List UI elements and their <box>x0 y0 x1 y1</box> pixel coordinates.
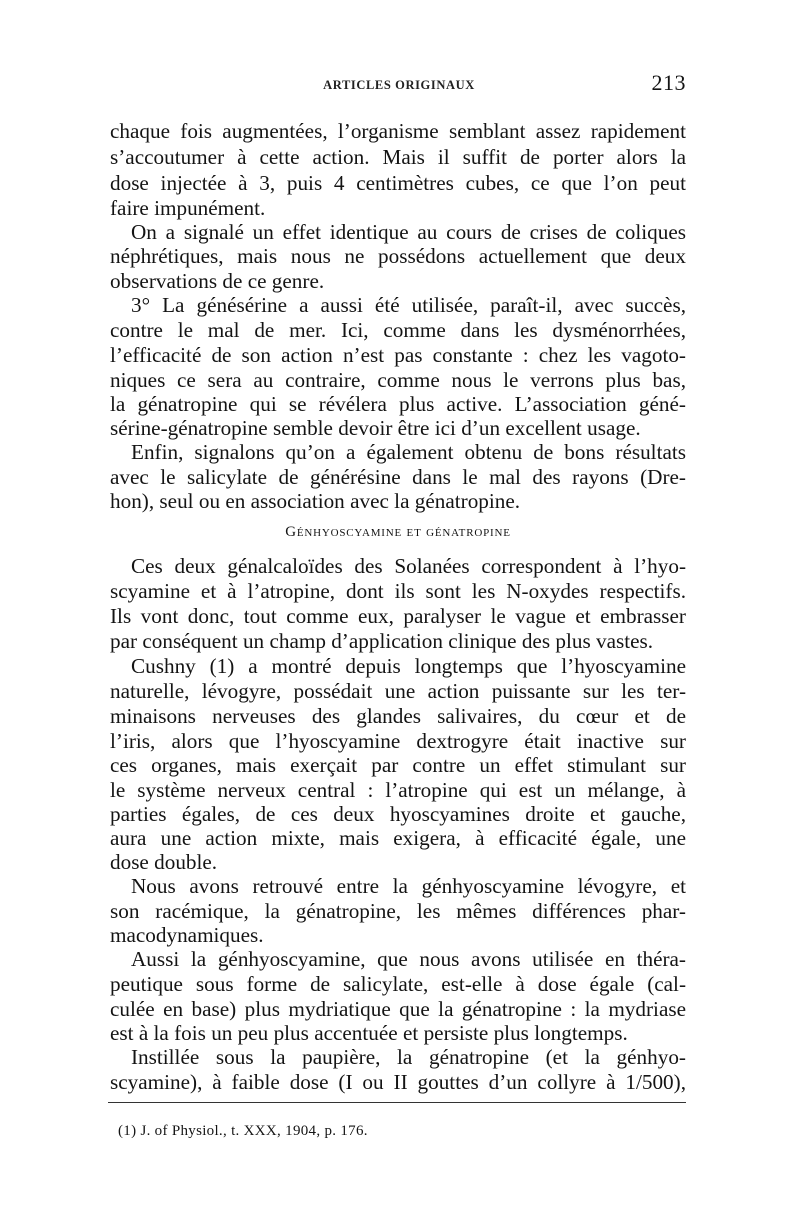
paragraph-line: naturelle, lévogyre, possédait une action puissante sur les ter- <box>110 679 686 703</box>
paragraph-line: s’accoutumer à cette action. Mais il suffit de porter alors la <box>110 145 686 169</box>
paragraph-line: 3° La génésérine a aussi été utilisée, paraît-il, avec succès, <box>131 293 686 317</box>
paragraph-line: ces organes, mais exerçait par contre un effet stimulant sur <box>110 753 686 777</box>
paragraph-line: Cushny (1) a montré depuis longtemps que l’hyoscyamine <box>131 654 686 678</box>
paragraph-line: est à la fois un peu plus accentuée et persiste plus longtemps. <box>110 1021 628 1045</box>
paragraph-line: le système nerveux central : l’atropine qui est un mélange, à <box>110 778 686 802</box>
paragraph-line: son racémique, la génatropine, les mêmes différences phar- <box>110 899 686 923</box>
paragraph-line: Enfin, signalons qu’on a également obtenu de bons résultats <box>131 440 686 464</box>
page-number: 213 <box>651 70 686 95</box>
paragraph-line: l’efficacité de son action n’est pas constante : chez les vagoto- <box>110 343 686 367</box>
paragraph-line: néphrétiques, mais nous ne possédons actuellement que deux <box>110 244 686 268</box>
footnote-rule <box>108 1102 686 1103</box>
paragraph-line: aura une action mixte, mais exigera, à efficacité égale, une <box>110 826 686 850</box>
paragraph-line: dose injectée à 3, puis 4 centimètres cubes, ce que l’on peut <box>110 171 686 195</box>
paragraph-line: niques ce sera au contraire, comme nous le verrons plus bas, <box>110 368 686 392</box>
paragraph-line: parties égales, de ces deux hyoscyamines droite et gauche, <box>110 802 686 826</box>
paragraph-line: macodynamiques. <box>110 923 264 947</box>
paragraph-line: Nous avons retrouvé entre la génhyoscyamine lévogyre, et <box>131 874 686 898</box>
footnote: (1) J. of Physiol., t. XXX, 1904, p. 176. <box>118 1123 368 1139</box>
paragraph-line: peutique sous forme de salicylate, est-elle à dose égale (cal- <box>110 972 686 996</box>
paragraph-line: scyamine), à faible dose (I ou II gouttes d’un collyre à 1/500), <box>110 1070 686 1094</box>
paragraph-line: Ces deux génalcaloïdes des Solanées correspondent à l’hyo- <box>131 554 686 578</box>
paragraph-line: observations de ce genre. <box>110 269 325 293</box>
paragraph-line: l’iris, alors que l’hyoscyamine dextrogyre était inactive sur <box>110 729 686 753</box>
paragraph-line: hon), seul ou en association avec la génatropine. <box>110 489 521 513</box>
paragraph-line: la génatropine qui se révélera plus active. L’association géné- <box>110 392 686 416</box>
running-title: ARTICLES ORIGINAUX <box>323 78 475 92</box>
paragraph-line: Ils vont donc, tout comme eux, paralyser le vague et embrasser <box>110 604 686 628</box>
paragraph-line: sérine-génatropine semble devoir être ici d’un excellent usage. <box>110 416 641 440</box>
paragraph-line: chaque fois augmentées, l’organisme semblant assez rapidement <box>110 119 686 143</box>
paragraph-line: faire impunément. <box>110 196 266 220</box>
paragraph-line: scyamine et à l’atropine, dont ils sont les N-oxydes respectifs. <box>110 579 686 603</box>
section-heading-text: Génhyoscyamine et génatropine <box>285 524 511 540</box>
paragraph-line: culée en base) plus mydriatique que la génatropine : la mydriase <box>110 997 686 1021</box>
running-head <box>110 70 688 100</box>
paragraph-line: contre le mal de mer. Ici, comme dans les dysménorrhées, <box>110 318 686 342</box>
paragraph-line: Instillée sous la paupière, la génatropine (et la génhyo- <box>131 1045 686 1069</box>
paragraph-line: par conséquent un champ d’application clinique des plus vastes. <box>110 629 654 653</box>
paragraph-line: Aussi la génhyoscyamine, que nous avons utilisée en théra- <box>131 947 686 971</box>
paragraph-line: minaisons nerveuses des glandes salivaires, du cœur et de <box>110 704 686 728</box>
paragraph-line: dose double. <box>110 850 218 874</box>
paragraph-line: On a signalé un effet identique au cours de crises de coliques <box>131 220 686 244</box>
section-heading <box>110 521 686 543</box>
paragraph-line: avec le salicylate de générésine dans le mal des rayons (Dre- <box>110 465 686 489</box>
